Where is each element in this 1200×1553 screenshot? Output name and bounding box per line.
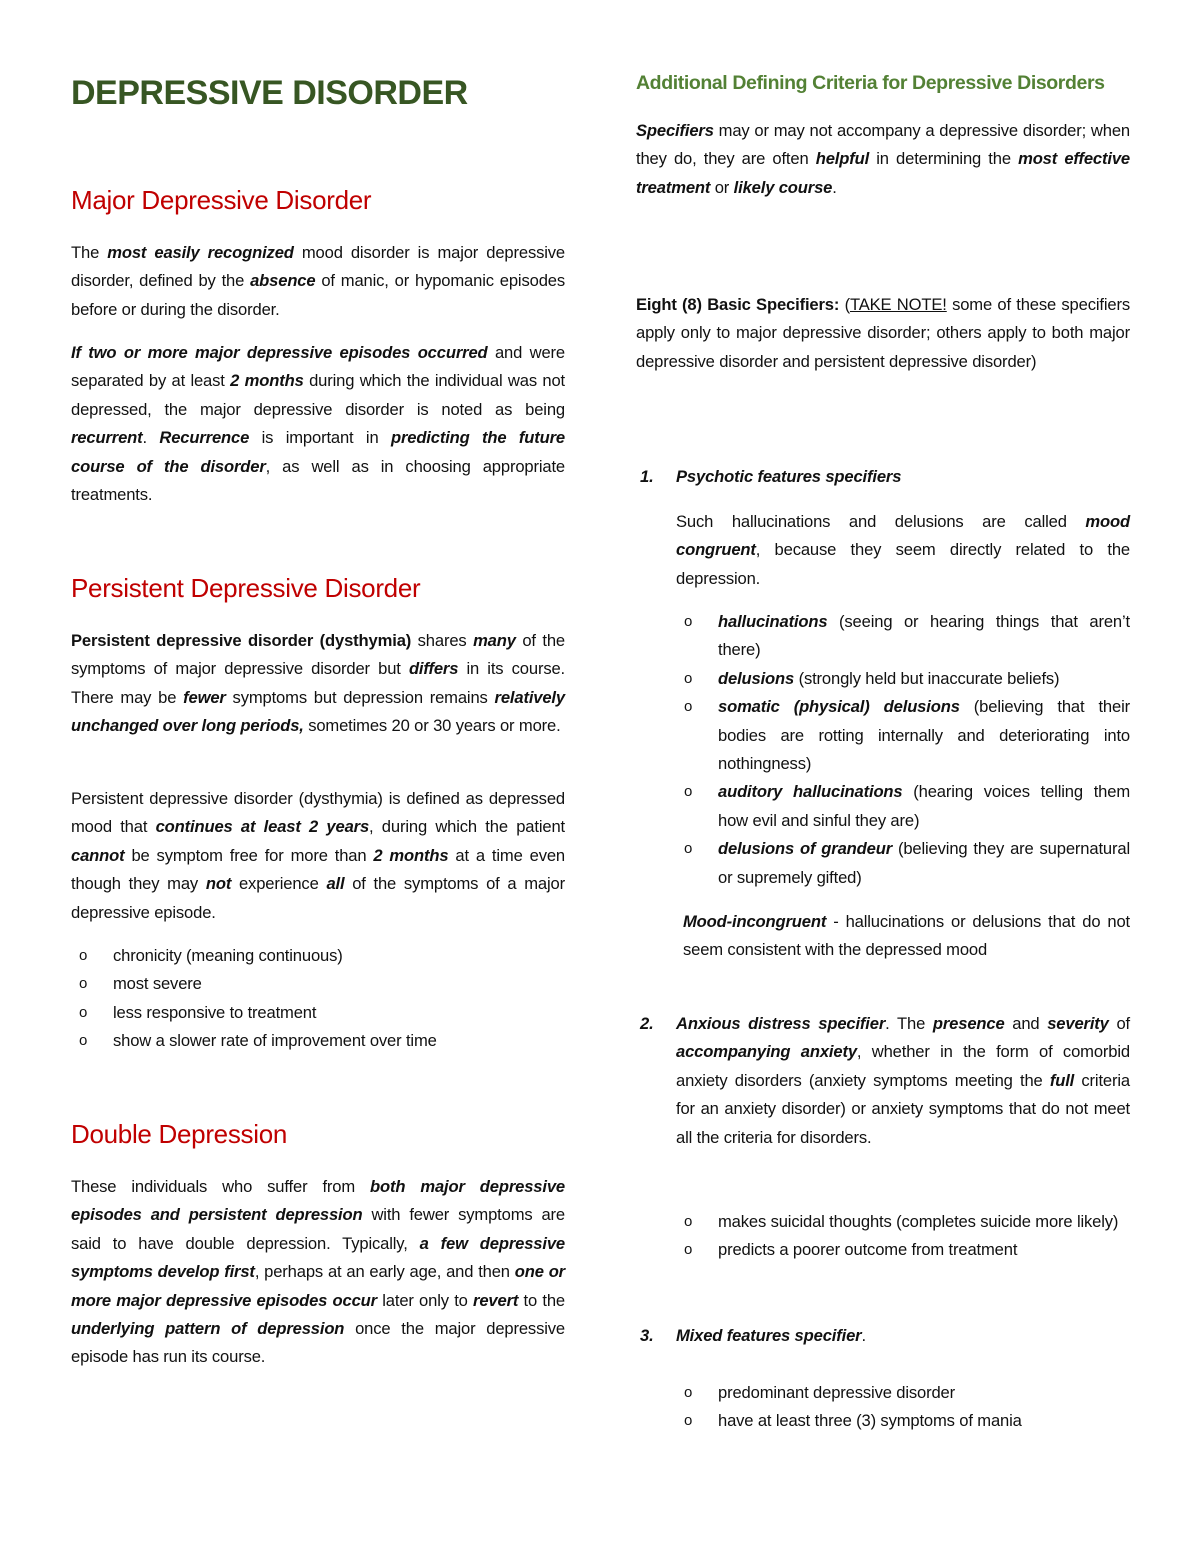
text-run: severity — [1047, 1014, 1109, 1033]
list-item — [71, 1027, 565, 1055]
psychotic-features-bullet-list — [676, 608, 1130, 892]
list-item-text: show a slower rate of improvement over time — [113, 1031, 437, 1051]
bullet-icon: o — [684, 840, 693, 858]
text-run: differs — [408, 659, 459, 679]
bullet-icon: o — [684, 669, 693, 687]
text-run: sometimes 20 or 30 years or more. — [303, 716, 561, 736]
text-run: (strongly held but inaccurate beliefs) — [794, 668, 1060, 688]
text-run: delusions — [718, 668, 795, 688]
document-title: DEPRESSIVE DISORDER — [71, 74, 468, 112]
text-run: Persistent depressive disorder (dysthymia) — [71, 631, 412, 650]
text-run: may or may not accompany a depressive disorder; when they do, they are often — [636, 121, 1130, 169]
paragraph-double-depression — [71, 1173, 565, 1372]
text-run: predicting the future course of the disorder — [71, 428, 566, 476]
heading-major-depressive-disorder: Major Depressive Disorder — [71, 185, 372, 215]
specifier-number: 2. — [640, 1014, 654, 1033]
text-run: auditory hallucinations — [718, 782, 903, 802]
text-run: and were separated by at least — [71, 343, 566, 391]
list-item-text — [718, 697, 1130, 773]
text-run: Mood-incongruent — [683, 912, 827, 931]
bullet-icon: o — [79, 947, 88, 964]
text-run: likely course — [733, 177, 833, 197]
text-run: most effective treatment — [636, 149, 1130, 197]
list-item-text: makes suicidal thoughts (completes suicide more likely) — [718, 1212, 1119, 1231]
text-run: all — [326, 874, 345, 894]
text-run: fewer — [183, 687, 226, 707]
list-item — [676, 835, 1130, 892]
list-item — [676, 1236, 1130, 1264]
list-item-text — [718, 669, 1059, 688]
text-run: hallucinations — [718, 612, 828, 631]
text-run: , as well as in choosing appropriate treatments. — [71, 456, 566, 505]
paragraph-anxious-distress — [676, 1014, 1130, 1147]
text-run: during which the individual was not depressed, the major depressive disorder is noted as being — [71, 371, 565, 419]
text-run: to the — [518, 1290, 565, 1310]
bullet-icon: o — [684, 1213, 693, 1230]
paragraph-recurrence — [71, 339, 565, 509]
text-run: , because they seem directly related to the depression. — [676, 540, 1130, 588]
text-run: TAKE NOTE! — [849, 295, 947, 314]
text-run: with fewer symptoms are said to have double depression. Typically, — [71, 1205, 566, 1253]
text-run: ( — [839, 295, 850, 314]
bullet-icon: o — [684, 783, 693, 801]
text-run: in its course. There may be — [71, 659, 566, 707]
text-run: Anxious distress specifier — [676, 1014, 886, 1033]
text-run: 2 months — [373, 845, 449, 865]
text-run: most easily recognized — [107, 243, 294, 262]
text-run: not — [205, 874, 232, 894]
text-run: or — [710, 177, 734, 197]
list-item-text: predominant depressive disorder — [718, 1383, 956, 1402]
text-run: is important in — [249, 428, 391, 448]
list-item — [676, 1208, 1130, 1236]
text-run: somatic (physical) delusions — [718, 697, 960, 717]
text-run: one or more major depressive episodes occur — [71, 1262, 565, 1310]
text-run: . The — [885, 1014, 933, 1033]
bullet-icon: o — [684, 1384, 693, 1401]
heading-double-depression: Double Depression — [71, 1119, 288, 1149]
list-item-text: have at least three (3) symptoms of mania — [718, 1411, 1022, 1431]
specifier-1 — [640, 463, 1130, 491]
paragraph-mixed-features — [676, 1326, 866, 1345]
text-run: Eight (8) Basic Specifiers: — [636, 295, 840, 314]
list-item-text — [718, 839, 1130, 886]
text-run: continues at least 2 years — [155, 817, 370, 837]
text-run: and — [1004, 1014, 1048, 1033]
text-run: absence — [250, 271, 316, 291]
list-item — [676, 608, 1130, 665]
text-run: criteria for an anxiety disorder) or anxiety symptoms that do not meet all the criteria for disorders. — [676, 1070, 1130, 1147]
text-run: , during which the patient — [369, 817, 565, 837]
list-item — [676, 693, 1130, 778]
text-run: Mixed features specifier — [676, 1326, 862, 1345]
paragraph-mood-congruent — [676, 508, 1130, 593]
text-run: - hallucinations or delusions that do not seem consistent with the depressed mood — [683, 912, 1130, 960]
text-run: presence — [932, 1014, 1005, 1033]
specifier-number: 3. — [640, 1326, 654, 1345]
text-run: a few depressive symptoms develop first — [71, 1233, 565, 1282]
text-run: (hearing voices telling them how evil and sinful they are) — [718, 782, 1130, 830]
text-run: of manic, or hypomanic episodes before or during the disorder. — [71, 271, 566, 319]
text-run: full — [1049, 1070, 1075, 1090]
text-run: cannot — [71, 845, 125, 865]
bullet-icon: o — [684, 1412, 693, 1430]
paragraph-specifiers — [636, 117, 1130, 202]
text-run: in determining the — [869, 149, 1019, 169]
list-item — [676, 1407, 1130, 1435]
list-item — [676, 1379, 1130, 1407]
text-run: mood disorder is major depressive disorder, defined by the — [71, 243, 566, 291]
text-run: helpful — [815, 149, 870, 169]
text-run: experience — [231, 874, 327, 894]
specifier-number: 1. — [640, 467, 654, 486]
bullet-icon: o — [684, 1241, 693, 1259]
bullet-icon: o — [79, 1032, 88, 1050]
paragraph-mood-incongruent — [683, 908, 1130, 965]
text-run: underlying pattern of depression — [71, 1319, 345, 1339]
text-run: Such hallucinations and delusions are called — [676, 512, 1086, 531]
mixed-features-bullet-list — [676, 1379, 1130, 1436]
list-item-text — [718, 612, 1130, 659]
text-run: recurrent — [71, 428, 143, 448]
text-run: Recurrence — [159, 428, 250, 448]
list-item — [676, 665, 1130, 693]
text-run: both major depressive episodes and persistent depression — [71, 1177, 565, 1225]
specifier-3 — [640, 1322, 1130, 1350]
text-run: delusions of grandeur — [718, 839, 893, 859]
bullet-icon: o — [79, 975, 88, 993]
paragraph-dysthymia-definition — [71, 785, 565, 927]
list-item — [676, 778, 1130, 835]
list-item-text: most severe — [113, 974, 202, 994]
list-item-text — [718, 782, 1130, 829]
text-run: be symptom free for more than — [124, 845, 374, 865]
list-item — [71, 999, 565, 1027]
text-run: shares — [411, 631, 474, 650]
text-run: (believing that their bodies are rotting internally and deteriorating into nothingness) — [718, 697, 1130, 774]
text-run: Persistent depressive disorder (dysthymia) is defined as depressed mood that — [71, 789, 565, 837]
text-run: relatively unchanged over long periods, — [71, 687, 565, 736]
bullet-icon: o — [684, 613, 693, 630]
list-item-text: chronicity (meaning continuous) — [113, 946, 343, 965]
text-run: If two or more major depressive episodes occurred — [71, 343, 488, 362]
paragraph-eight-specifiers — [636, 291, 1130, 376]
text-run: (believing they are supernatural or supremely gifted) — [718, 839, 1130, 887]
text-run: accompanying anxiety — [676, 1042, 857, 1062]
bullet-icon: o — [79, 1003, 88, 1021]
text-run: (seeing or hearing things that aren’t there) — [718, 612, 1130, 660]
text-run: . — [832, 177, 837, 197]
text-run: . — [861, 1326, 866, 1345]
paragraph-dysthymia — [71, 627, 565, 741]
text-run: many — [473, 631, 516, 650]
heading-persistent-depressive-disorder: Persistent Depressive Disorder — [71, 573, 421, 603]
specifier-2 — [640, 1010, 1130, 1152]
text-run: of the symptoms of major depressive disorder but — [71, 631, 565, 679]
text-run: mood congruent — [676, 512, 1130, 560]
text-run: symptoms but depression remains — [225, 687, 495, 707]
text-run: revert — [473, 1290, 519, 1310]
paragraph-major-definition — [71, 239, 565, 324]
list-item-text: predicts a poorer outcome from treatment — [718, 1240, 1018, 1260]
text-run: , perhaps at an early age, and then — [254, 1262, 515, 1282]
text-run: later only to — [376, 1290, 474, 1310]
text-run: some of these specifiers apply only to major depressive disorder; others apply to both major depressive disorder and persistent depressive disorder) — [636, 295, 1130, 371]
text-run: , whether in the form of comorbid anxiety disorders (anxiety symptoms meeting the — [676, 1042, 1130, 1090]
bullet-icon: o — [684, 698, 693, 716]
list-item — [71, 942, 565, 970]
text-run: Specifiers — [636, 121, 714, 140]
text-run: of the symptoms of a major depressive episode. — [71, 874, 565, 922]
dysthymia-bullet-list — [71, 942, 565, 1056]
text-run: . — [142, 428, 160, 448]
text-run: The — [71, 243, 108, 262]
heading-additional-criteria: Additional Defining Criteria for Depressive Disorders — [636, 72, 1105, 94]
text-run: 2 months — [230, 371, 304, 391]
text-run: once the major depressive episode has run its course. — [71, 1319, 565, 1367]
text-run: of — [1108, 1014, 1130, 1033]
list-item-text: less responsive to treatment — [113, 1002, 317, 1022]
text-run: These individuals who suffer from — [71, 1177, 371, 1196]
text-run: at a time even though they may — [71, 845, 566, 894]
specifier-title: Psychotic features specifiers — [676, 467, 902, 486]
anxious-distress-bullet-list — [676, 1208, 1130, 1265]
list-item — [71, 970, 565, 998]
